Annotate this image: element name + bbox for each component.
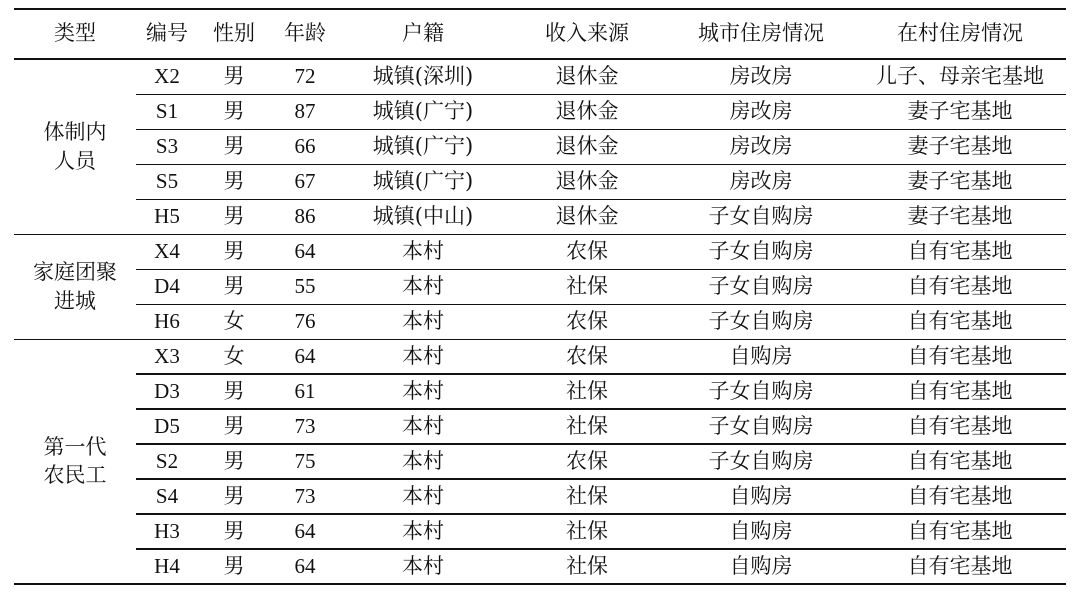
table-header (14, 9, 1066, 59)
age-cell: 72 (270, 59, 340, 94)
table-row (14, 479, 1066, 514)
header-row (14, 9, 1066, 59)
age-cell: 55 (270, 269, 340, 304)
gender-cell: 男 (198, 549, 270, 584)
city-housing-cell: 子女自购房 (668, 444, 854, 479)
city-housing-cell: 子女自购房 (668, 409, 854, 444)
id-cell: X3 (136, 339, 198, 374)
village-housing-cell: 儿子、母亲宅基地 (854, 59, 1066, 94)
hukou-cell: 城镇(广宁) (340, 164, 506, 199)
id-cell: H3 (136, 514, 198, 549)
id-cell: S4 (136, 479, 198, 514)
village-housing-cell: 自有宅基地 (854, 549, 1066, 584)
table-row (14, 234, 1066, 269)
gender-cell: 男 (198, 94, 270, 129)
id-cell: S1 (136, 94, 198, 129)
id-cell: X2 (136, 59, 198, 94)
type-line: 家庭团聚 (33, 260, 117, 285)
gender-cell: 男 (198, 269, 270, 304)
gender-cell: 男 (198, 59, 270, 94)
header-id: 编号 (136, 9, 198, 59)
hukou-cell: 城镇(深圳) (340, 59, 506, 94)
gender-cell: 男 (198, 409, 270, 444)
village-housing-cell: 自有宅基地 (854, 339, 1066, 374)
village-housing-cell: 自有宅基地 (854, 479, 1066, 514)
age-cell: 61 (270, 374, 340, 409)
type-line: 第一代 (43, 434, 107, 459)
income-cell: 社保 (506, 479, 668, 514)
age-cell: 64 (270, 549, 340, 584)
id-cell: X4 (136, 234, 198, 269)
income-cell: 社保 (506, 549, 668, 584)
table-row (14, 304, 1066, 339)
type-cell (14, 234, 136, 339)
group-2 (14, 339, 1066, 584)
age-cell: 87 (270, 94, 340, 129)
table-row (14, 409, 1066, 444)
type-line: 农民工 (43, 463, 107, 488)
table-row (14, 59, 1066, 94)
id-cell: S5 (136, 164, 198, 199)
gender-cell: 男 (198, 374, 270, 409)
header-gender: 性别 (198, 9, 270, 59)
header-age: 年龄 (270, 9, 340, 59)
id-cell: H6 (136, 304, 198, 339)
header-city-housing: 城市住房情况 (668, 9, 854, 59)
city-housing-cell: 房改房 (668, 164, 854, 199)
header-income-source: 收入来源 (506, 9, 668, 59)
gender-cell: 男 (198, 479, 270, 514)
gender-cell: 女 (198, 304, 270, 339)
table-row (14, 549, 1066, 584)
village-housing-cell: 自有宅基地 (854, 514, 1066, 549)
age-cell: 67 (270, 164, 340, 199)
hukou-cell: 本村 (340, 234, 506, 269)
gender-cell: 男 (198, 444, 270, 479)
income-cell: 农保 (506, 444, 668, 479)
income-cell: 农保 (506, 234, 668, 269)
hukou-cell: 本村 (340, 479, 506, 514)
income-cell: 农保 (506, 304, 668, 339)
age-cell: 86 (270, 199, 340, 234)
group-1 (14, 234, 1066, 339)
gender-cell: 男 (198, 514, 270, 549)
type-line: 人员 (54, 148, 96, 173)
city-housing-cell: 房改房 (668, 94, 854, 129)
city-housing-cell: 子女自购房 (668, 374, 854, 409)
income-cell: 社保 (506, 374, 668, 409)
table-row (14, 444, 1066, 479)
income-cell: 退休金 (506, 129, 668, 164)
id-cell: D5 (136, 409, 198, 444)
table-row (14, 269, 1066, 304)
table-row (14, 514, 1066, 549)
village-housing-cell: 自有宅基地 (854, 304, 1066, 339)
gender-cell: 男 (198, 199, 270, 234)
income-cell: 退休金 (506, 199, 668, 234)
income-cell: 社保 (506, 269, 668, 304)
id-cell: H5 (136, 199, 198, 234)
village-housing-cell: 自有宅基地 (854, 374, 1066, 409)
hukou-cell: 城镇(广宁) (340, 94, 506, 129)
city-housing-cell: 自购房 (668, 549, 854, 584)
housing-table (14, 8, 1066, 585)
village-housing-cell: 妻子宅基地 (854, 94, 1066, 129)
age-cell: 66 (270, 129, 340, 164)
table-row (14, 374, 1066, 409)
id-cell: D4 (136, 269, 198, 304)
group-0 (14, 59, 1066, 234)
hukou-cell: 本村 (340, 304, 506, 339)
city-housing-cell: 自购房 (668, 479, 854, 514)
type-cell (14, 339, 136, 584)
city-housing-cell: 房改房 (668, 129, 854, 164)
table-row (14, 129, 1066, 164)
table-row (14, 339, 1066, 374)
age-cell: 64 (270, 339, 340, 374)
city-housing-cell: 子女自购房 (668, 199, 854, 234)
hukou-cell: 城镇(中山) (340, 199, 506, 234)
table-row (14, 94, 1066, 129)
id-cell: H4 (136, 549, 198, 584)
gender-cell: 男 (198, 164, 270, 199)
hukou-cell: 本村 (340, 409, 506, 444)
age-cell: 64 (270, 514, 340, 549)
city-housing-cell: 自购房 (668, 339, 854, 374)
income-cell: 农保 (506, 339, 668, 374)
hukou-cell: 本村 (340, 444, 506, 479)
table-row (14, 199, 1066, 234)
city-housing-cell: 子女自购房 (668, 234, 854, 269)
id-cell: D3 (136, 374, 198, 409)
id-cell: S3 (136, 129, 198, 164)
income-cell: 退休金 (506, 94, 668, 129)
village-housing-cell: 自有宅基地 (854, 234, 1066, 269)
age-cell: 64 (270, 234, 340, 269)
income-cell: 退休金 (506, 59, 668, 94)
village-housing-cell: 自有宅基地 (854, 444, 1066, 479)
age-cell: 76 (270, 304, 340, 339)
village-housing-cell: 妻子宅基地 (854, 129, 1066, 164)
header-village-housing: 在村住房情况 (854, 9, 1066, 59)
header-type: 类型 (14, 9, 136, 59)
village-housing-cell: 自有宅基地 (854, 409, 1066, 444)
hukou-cell: 本村 (340, 339, 506, 374)
income-cell: 社保 (506, 514, 668, 549)
age-cell: 73 (270, 409, 340, 444)
type-line: 进城 (54, 288, 96, 313)
city-housing-cell: 自购房 (668, 514, 854, 549)
village-housing-cell: 自有宅基地 (854, 269, 1066, 304)
type-line: 体制内 (43, 120, 107, 145)
hukou-cell: 本村 (340, 374, 506, 409)
age-cell: 75 (270, 444, 340, 479)
city-housing-cell: 子女自购房 (668, 304, 854, 339)
city-housing-cell: 子女自购房 (668, 269, 854, 304)
hukou-cell: 本村 (340, 269, 506, 304)
age-cell: 73 (270, 479, 340, 514)
table-row (14, 164, 1066, 199)
city-housing-cell: 房改房 (668, 59, 854, 94)
village-housing-cell: 妻子宅基地 (854, 199, 1066, 234)
id-cell: S2 (136, 444, 198, 479)
income-cell: 退休金 (506, 164, 668, 199)
type-cell (14, 59, 136, 234)
gender-cell: 男 (198, 234, 270, 269)
income-cell: 社保 (506, 409, 668, 444)
header-hukou: 户籍 (340, 9, 506, 59)
gender-cell: 女 (198, 339, 270, 374)
village-housing-cell: 妻子宅基地 (854, 164, 1066, 199)
hukou-cell: 本村 (340, 514, 506, 549)
hukou-cell: 本村 (340, 549, 506, 584)
gender-cell: 男 (198, 129, 270, 164)
hukou-cell: 城镇(广宁) (340, 129, 506, 164)
